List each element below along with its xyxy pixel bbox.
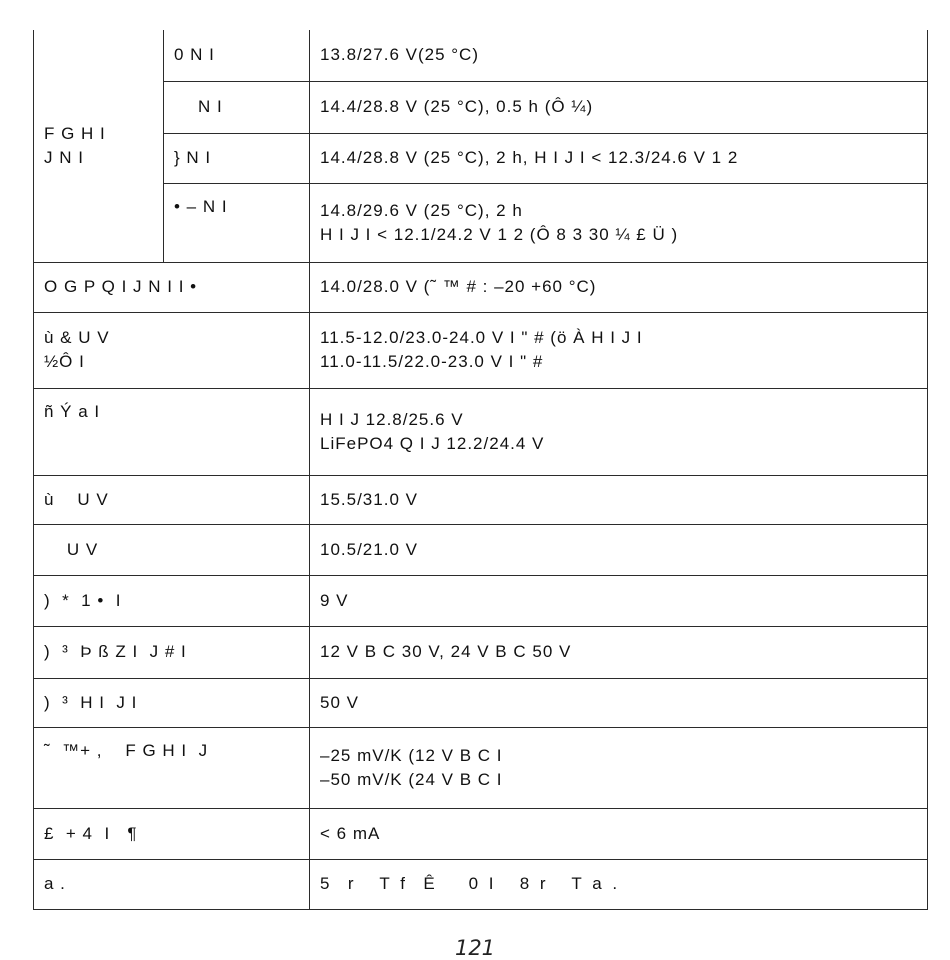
spec-value: 11.5-12.0/23.0-24.0 V I " # (ö À H I J I 11.0-11.5/22.0-23.0 V I " #	[310, 312, 928, 388]
spec-label: ) ³ H I J I	[34, 678, 310, 727]
page-number: 121	[454, 936, 496, 960]
charging-submode-label: } N I	[164, 133, 310, 183]
spec-value: 50 V	[310, 678, 928, 727]
spec-value: < 6 mA	[310, 808, 928, 859]
spec-value: 14.4/28.8 V (25 °C), 2 h, H I J I < 12.3/24.6 V 1 2	[310, 133, 928, 183]
table-row	[34, 678, 928, 727]
table-row	[34, 859, 928, 909]
spec-value: 14.4/28.8 V (25 °C), 0.5 h (Ô ¼)	[310, 81, 928, 133]
spec-value: 12 V B C 30 V, 24 V B C 50 V	[310, 626, 928, 678]
table-row	[34, 30, 928, 81]
table-row	[34, 727, 928, 808]
spec-value: 15.5/31.0 V	[310, 475, 928, 524]
table-row	[34, 475, 928, 524]
spec-label: ) ³ Þ ß Z I J # I	[34, 626, 310, 678]
spec-label: ñ Ý a I	[34, 388, 310, 475]
table-row	[34, 626, 928, 678]
charging-mode-label: F G H I J N I	[34, 30, 164, 262]
spec-value: 14.8/29.6 V (25 °C), 2 h H I J I < 12.1/24.2 V 1 2 (Ô 8 3 30 ¼ £ Ü )	[310, 183, 928, 262]
spec-label: U V	[34, 524, 310, 575]
spec-value: 10.5/21.0 V	[310, 524, 928, 575]
table-row	[34, 262, 928, 312]
table-row	[34, 388, 928, 475]
spec-label: £ + 4 I ¶	[34, 808, 310, 859]
table-row	[34, 808, 928, 859]
charging-submode-label: • – N I	[164, 183, 310, 262]
spec-label: ) * 1 • I	[34, 575, 310, 626]
spec-value: H I J 12.8/25.6 V LiFePO4 Q I J 12.2/24.4 V	[310, 388, 928, 475]
spec-label: a .	[34, 859, 310, 909]
spec-value: –25 mV/K (12 V B C I –50 mV/K (24 V B C I	[310, 727, 928, 808]
spec-label: O G P Q I J N I I •	[34, 262, 310, 312]
spec-label: ˜ ™+ , F G H I J	[34, 727, 310, 808]
spec-value: 14.0/28.0 V (˜ ™ # : –20 +60 °C)	[310, 262, 928, 312]
specifications-table	[33, 30, 928, 910]
spec-label: ù & U V ½Ô I	[34, 312, 310, 388]
spec-value: 9 V	[310, 575, 928, 626]
spec-label: ù U V	[34, 475, 310, 524]
charging-submode-label: N I	[164, 81, 310, 133]
table-row	[34, 524, 928, 575]
table-row	[34, 183, 928, 262]
table-row	[34, 575, 928, 626]
table-row	[34, 81, 928, 133]
spec-value: 5 r T f Ê 0 I 8 r T a .	[310, 859, 928, 909]
charging-submode-label: 0 N I	[164, 30, 310, 81]
table-row	[34, 133, 928, 183]
table-row	[34, 312, 928, 388]
spec-value: 13.8/27.6 V(25 °C)	[310, 30, 928, 81]
